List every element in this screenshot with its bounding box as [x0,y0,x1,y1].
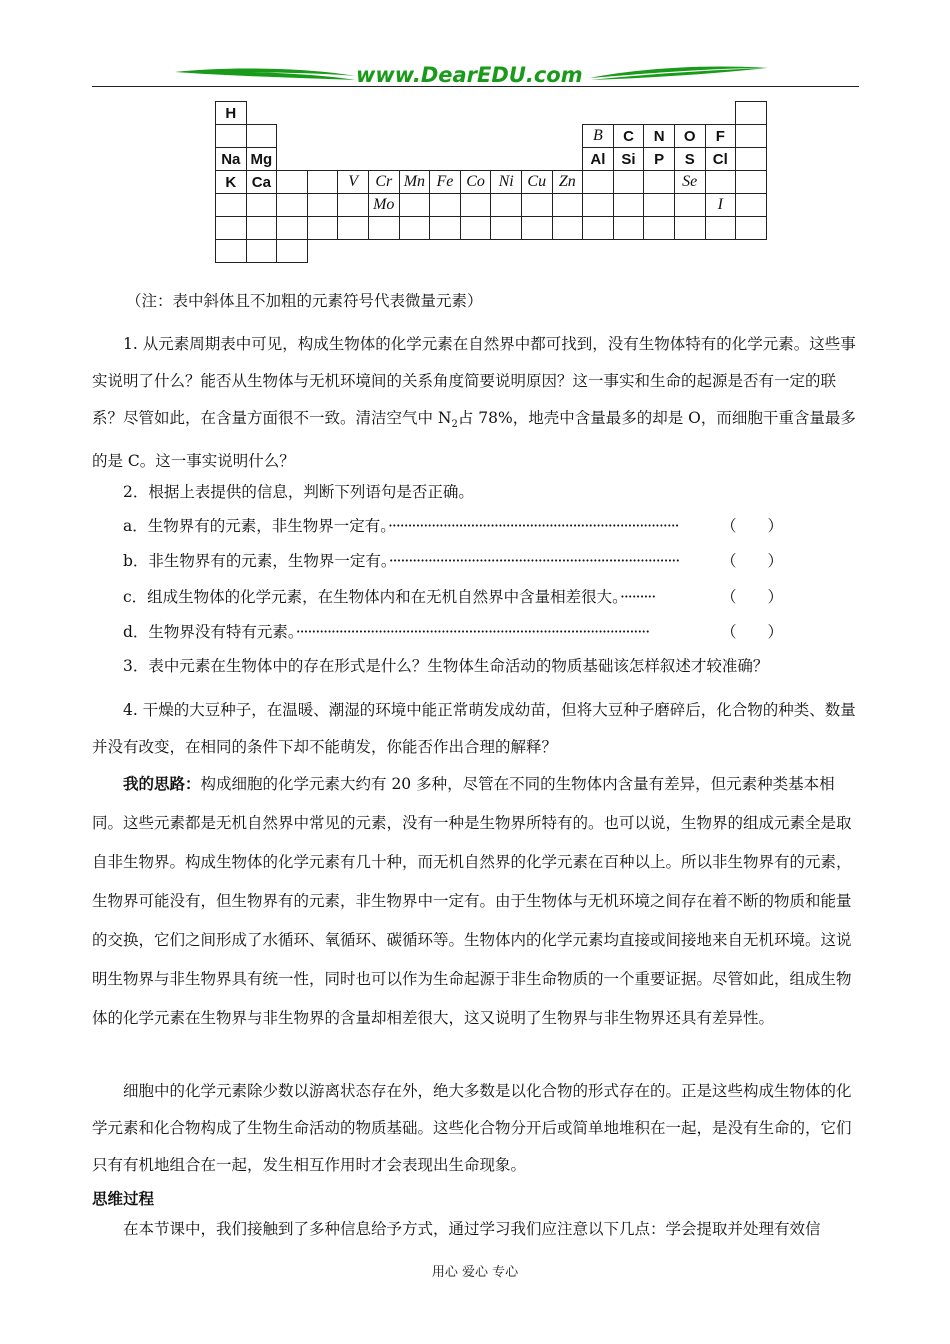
table-row [216,240,767,263]
table-cell [307,102,338,125]
table-cell [368,125,399,148]
table-cell [216,194,247,217]
table-cell [491,102,522,125]
table-cell [430,102,461,125]
table-cell [583,217,614,240]
table-cell [338,102,369,125]
table-cell [338,240,369,263]
table-cell [736,102,767,125]
element-cell: F [705,125,736,148]
table-cell [460,102,491,125]
table-cell [338,148,369,171]
element-cell: Mn [399,171,430,194]
table-cell [460,194,491,217]
table-cell [246,240,277,263]
table-cell [246,194,277,217]
table-cell [216,217,247,240]
table-cell [736,171,767,194]
table-cell [399,102,430,125]
table-cell [491,148,522,171]
element-cell: Na [216,148,247,171]
element-cell: Si [613,148,644,171]
table-cell [552,194,583,217]
judgement-text: c．组成生物体的化学元素，在生物体内和在无机自然界中含量相差很大。 [123,588,620,606]
answer-blank[interactable]: （ ） [721,552,784,570]
table-cell [644,194,675,217]
table-cell [736,217,767,240]
answer-blank[interactable]: （ ） [721,623,784,641]
thinking-paragraph [92,764,860,1038]
table-cell [674,194,705,217]
thinking-text: 构成细胞的化学元素大约有 20 多种，尽管在不同的生物体内含量有差异，但元素种类基本相同。这些元素都是无机自然界中常见的元素，没有一种是生物界所特有的。也可以说，生物界的组成元素全是取自非生物界。构成生物体的化学元素有几十种，而无机自然界的化学元素在百种以上。所以非生物界有的元素，生物界可能没有，但生物界有的元素，非生物界中一定有。由于生物体与无机环境之间存在着不断的物质和能量的交换，它们之间形成了水循环、氧循环、碳循环等。生物体内的化学元素均直接或间接地来自无机环境。这说明生物界与非生物界具有统一性，同时也可以作为生命起源于非生命物质的一个重要证据。尽管如此，组成生物体的化学元素在生物界与非生物界的含量却相差很大，这又说明了生物界与非生物界还具有差异性。 [92,775,852,1027]
table-cell [736,148,767,171]
table-cell [246,217,277,240]
table-cell [430,148,461,171]
element-cell: B [583,125,614,148]
table-cell [430,217,461,240]
element-cell: V [338,171,369,194]
table-cell [277,148,308,171]
table-cell [521,240,552,263]
table-cell [583,240,614,263]
table-cell [338,217,369,240]
table-cell [552,125,583,148]
table-cell [430,125,461,148]
element-cell: H [216,102,247,125]
table-cell [368,102,399,125]
table-cell [277,171,308,194]
element-cell: Cr [368,171,399,194]
table-cell [705,102,736,125]
table-cell [583,171,614,194]
question-3: 3．表中元素在生物体中的存在形式是什么？生物体生命活动的物质基础该怎样叙述才较准确？ [123,657,769,675]
table-cell [491,194,522,217]
element-cell: P [644,148,675,171]
table-row [216,217,767,240]
element-cell: Co [460,171,491,194]
judgement-item [123,620,891,642]
element-cell: O [674,125,705,148]
page-footer: 用心 爱心 专心 [431,1265,519,1280]
table-cell [368,217,399,240]
table-cell [613,194,644,217]
question-1-part-b: 占 78%，地壳中含量最多的却是 O，而细胞干重含量最多的是 C。这一事实说明什么？ [92,409,856,471]
element-cell: Se [674,171,705,194]
answer-blank[interactable]: （ ） [721,588,784,606]
table-cell [491,240,522,263]
table-cell [521,148,552,171]
element-cell: Fe [430,171,461,194]
table-cell [399,217,430,240]
table-cell [644,217,675,240]
table-cell [430,240,461,263]
element-cell: Ni [491,171,522,194]
table-row [216,125,767,148]
table-cell [399,148,430,171]
table-cell [460,217,491,240]
table-cell [491,217,522,240]
question-2: 2．根据上表提供的信息，判断下列语句是否正确。 [123,483,474,501]
element-cell: K [216,171,247,194]
element-cell: Cu [521,171,552,194]
table-cell [552,217,583,240]
judgement-text: a．生物界有的元素，非生物界一定有。 [123,517,388,535]
table-cell [521,194,552,217]
question-1-part-a: 1. 从元素周期表中可见，构成生物体的化学元素在自然界中都可找到，没有生物体特有的化学元素。这些事实说明了什么？能否从生物体与无机环境间的关系角度简要说明原因？这一事实和生命的起源是否有一定的联系？尽管如此，在含量方面很不一致。清洁空气中 N [92,335,856,427]
leader-dots: ·········································································· [388,517,679,535]
element-cell: Cl [705,148,736,171]
table-note: （注：表中斜体且不加粗的元素符号代表微量元素） [126,292,483,310]
table-cell [368,148,399,171]
table-cell [552,148,583,171]
table-cell [674,240,705,263]
paragraph-process: 在本节课中，我们接触到了多种信息给予方式，通过学习我们应注意以下几点：学会提取并处理有效信 [123,1220,821,1238]
element-cell: I [705,194,736,217]
table-cell [399,240,430,263]
table-row [216,102,767,125]
table-cell [307,217,338,240]
table-cell [277,217,308,240]
table-cell [583,102,614,125]
table-cell [705,171,736,194]
table-cell [613,240,644,263]
element-cell: Mg [246,148,277,171]
table-cell [338,194,369,217]
question-1 [92,326,860,480]
table-cell [277,125,308,148]
table-cell [613,217,644,240]
judgement-item [123,585,891,607]
table-cell [430,194,461,217]
leader-dots: ·························································································· [295,623,650,641]
table-cell [368,240,399,263]
table-cell [644,240,675,263]
table-cell [521,102,552,125]
thinking-label: 我的思路： [123,774,201,793]
table-cell [277,194,308,217]
table-cell [736,194,767,217]
site-logo-text: www.DearEDU.com [356,63,583,87]
judgement-item [123,549,891,571]
leader-dots: ·········································································· [388,552,680,570]
table-cell [460,125,491,148]
periodic-table [215,101,767,263]
table-cell [736,125,767,148]
table-cell [491,125,522,148]
leader-dots: ········· [619,588,656,606]
judgement-text: d．生物界没有特有元素。 [123,623,296,641]
question-4: 4. 干燥的大豆种子，在温暖、潮湿的环境中能正常萌发成幼苗，但将大豆种子磨碎后，化合物的种类、数量并没有改变，在相同的条件下却不能萌发，你能否作出合理的解释？ [92,701,856,756]
table-cell [674,217,705,240]
question-1-subscript: 2 [451,419,458,431]
table-cell [552,102,583,125]
table-cell [644,102,675,125]
table-cell [307,125,338,148]
table-cell [307,171,338,194]
table-row [216,194,767,217]
judgement-item [123,514,891,536]
element-cell: S [674,148,705,171]
table-row [216,148,767,171]
table-cell [613,171,644,194]
table-cell [705,217,736,240]
table-cell [644,171,675,194]
table-cell [246,125,277,148]
table-cell [399,194,430,217]
table-cell [246,102,277,125]
table-cell [338,125,369,148]
table-cell [583,194,614,217]
judgement-text: b．非生物界有的元素，生物界一定有。 [123,552,389,570]
element-cell: Zn [552,171,583,194]
table-cell [613,102,644,125]
element-cell: C [613,125,644,148]
table-cell [552,240,583,263]
element-cell: Ca [246,171,277,194]
answer-blank[interactable]: （ ） [721,517,784,535]
paragraph-compounds: 细胞中的化学元素除少数以游离状态存在外，绝大多数是以化合物的形式存在的。正是这些构成生物体的化学元素和化合物构成了生物生命活动的物质基础。这些化合物分开后或简单地堆积在一起，是没有生命的，它们只有有机地组合在一起，发生相互作用时才会表现出生命现象。 [92,1082,852,1174]
element-cell: Mo [368,194,399,217]
element-cell: Al [583,148,614,171]
table-cell [460,148,491,171]
section-title: 思维过程 [92,1189,155,1208]
table-row [216,171,767,194]
table-cell [705,240,736,263]
table-cell [307,148,338,171]
table-cell [307,194,338,217]
table-cell [277,240,308,263]
table-cell [674,102,705,125]
table-cell [399,125,430,148]
table-cell [460,240,491,263]
table-cell [216,240,247,263]
element-cell: N [644,125,675,148]
table-cell [307,240,338,263]
table-cell [216,125,247,148]
table-cell [521,217,552,240]
table-cell [736,240,767,263]
table-cell [277,102,308,125]
header-divider [92,86,859,87]
table-cell [521,125,552,148]
